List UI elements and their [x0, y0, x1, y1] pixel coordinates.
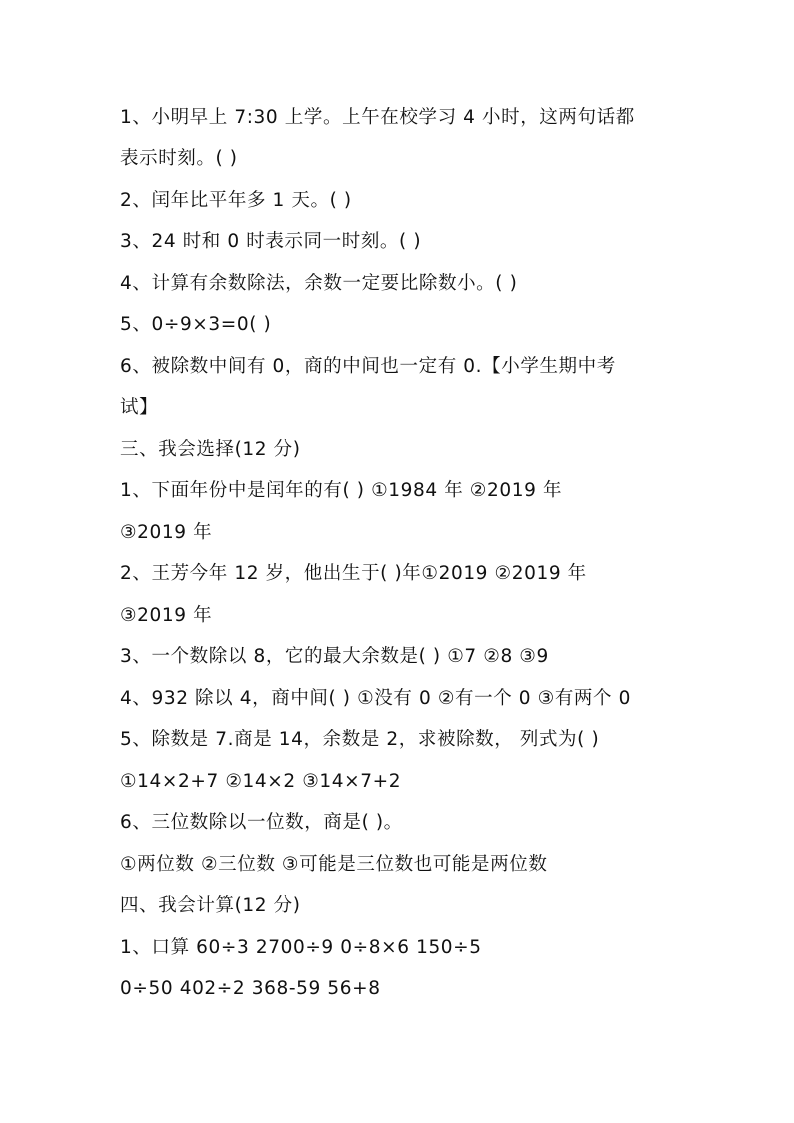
text-line: 1、下面年份中是闰年的有( ) ①1984 年 ②2019 年 [120, 480, 563, 501]
text-line: 5、0÷9×3=0( ) [120, 314, 272, 335]
text-line: 4、计算有余数除法，余数一定要比除数小。( ) [120, 273, 518, 294]
text-line: ③2019 年 [120, 605, 213, 626]
text-line: 2、王芳今年 12 岁，他出生于( )年①2019 ②2019 年 [120, 563, 587, 584]
text-line: 2、闰年比平年多 1 天。( ) [120, 190, 352, 211]
section-heading: 三、我会选择(12 分) [120, 439, 301, 460]
text-line: 表示时刻。( ) [120, 148, 238, 169]
text-line: 6、被除数中间有 0，商的中间也一定有 0.【小学生期中考 [120, 356, 616, 377]
text-line: ③2019 年 [120, 522, 213, 543]
text-line: 1、小明早上 7:30 上学。上午在校学习 4 小时，这两句话都 [120, 107, 635, 128]
text-line: 0÷50 402÷2 368-59 56+8 [120, 978, 381, 999]
text-line: 3、24 时和 0 时表示同一时刻。( ) [120, 231, 422, 252]
text-line: 1、口算 60÷3 2700÷9 0÷8×6 150÷5 [120, 937, 482, 958]
text-line: 6、三位数除以一位数，商是( )。 [120, 812, 403, 833]
text-line: 5、除数是 7.商是 14，余数是 2，求被除数， 列式为( ) [120, 729, 600, 750]
text-line: 4、932 除以 4，商中间( ) ①没有 0 ②有一个 0 ③有两个 0 [120, 688, 631, 709]
text-line: ①两位数 ②三位数 ③可能是三位数也可能是两位数 [120, 854, 548, 875]
text-line: 3、一个数除以 8，它的最大余数是( ) ①7 ②8 ③9 [120, 646, 549, 667]
text-line: 试】 [120, 397, 159, 418]
section-heading: 四、我会计算(12 分) [120, 895, 301, 916]
text-line: ①14×2+7 ②14×2 ③14×7+2 [120, 771, 402, 792]
